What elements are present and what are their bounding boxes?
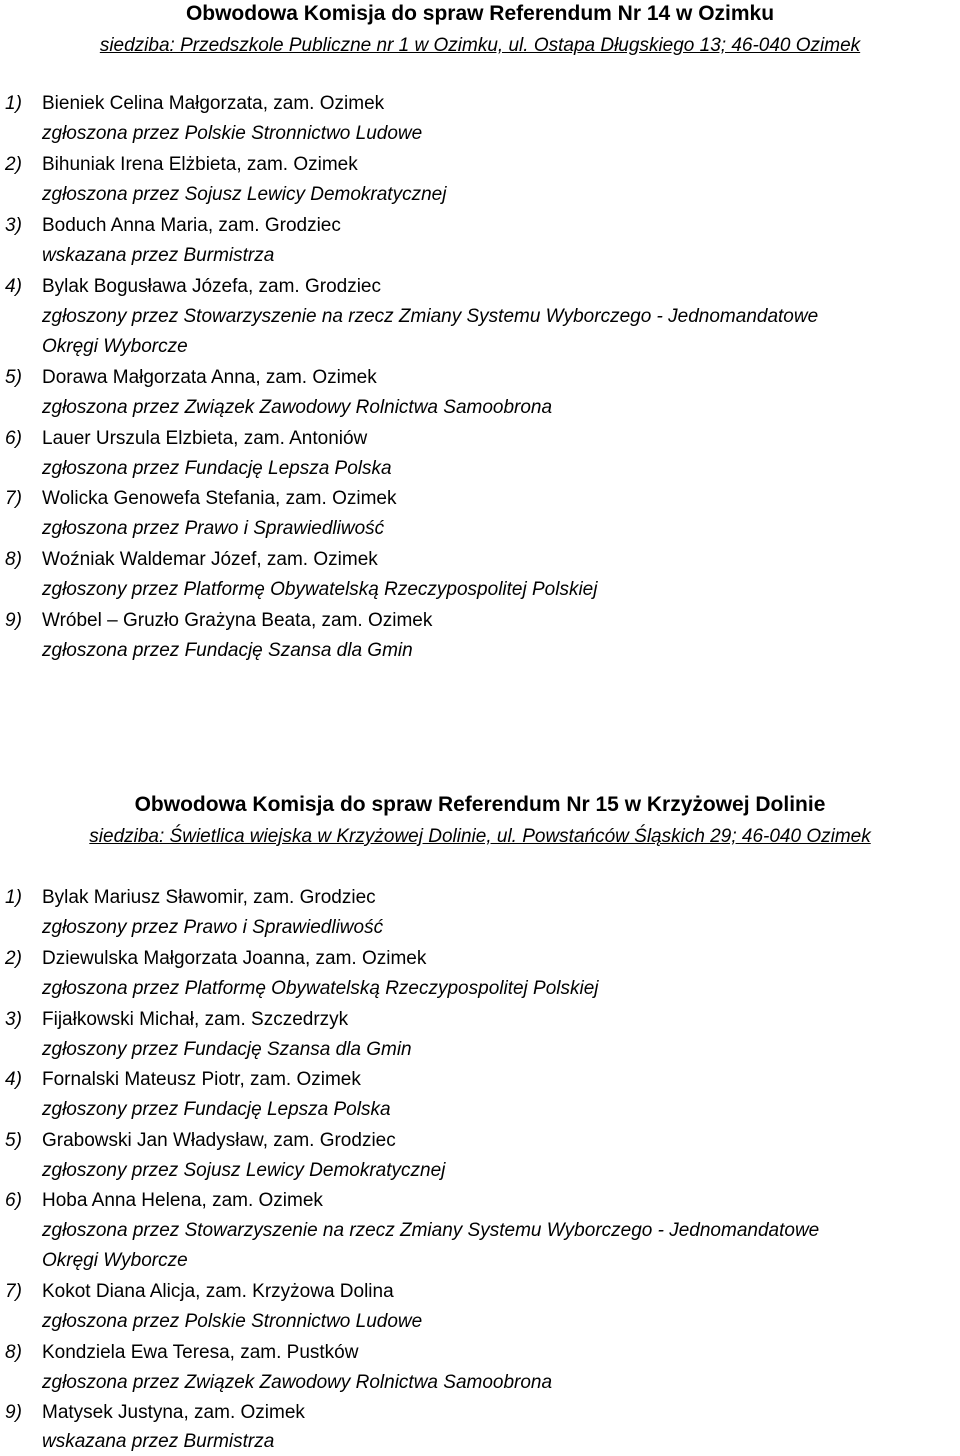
member-15-6-nomination: zgłoszona przez Stowarzyszenie na rzecz Zmiany Systemu Wyborczego - Jednomandatowe <box>42 1220 820 1241</box>
member-15-8-nomination: zgłoszona przez Związek Zawodowy Rolnictwa Samoobrona <box>42 1372 553 1393</box>
member-15-4-nomination: zgłoszony przez Fundację Lepsza Polska <box>42 1099 391 1120</box>
member-14-7-nomination: zgłoszona przez Prawo i Sprawiedliwość <box>42 518 385 539</box>
member-15-1-name: 1) Bylak Mariusz Sławomir, zam. Grodziec <box>5 887 376 908</box>
member-14-6-nomination: zgłoszona przez Fundację Lepsza Polska <box>42 458 392 479</box>
section-15-seat: siedziba: Świetlica wiejska w Krzyżowej Dolinie, ul. Powstańców Śląskich 29; 46-040 Ozimek <box>89 826 871 847</box>
section-14-title: Obwodowa Komisja do spraw Referendum Nr 14 w Ozimku <box>185 2 775 25</box>
member-15-2-nomination: zgłoszona przez Platformę Obywatelską Rzeczypospolitej Polskiej <box>42 978 599 999</box>
member-15-6-nomination-cont: Okręgi Wyborcze <box>42 1250 188 1271</box>
member-14-1-nomination: zgłoszona przez Polskie Stronnictwo Ludowe <box>42 123 423 144</box>
member-14-4-nomination-cont: Okręgi Wyborcze <box>42 336 188 357</box>
member-14-2-nomination: zgłoszona przez Sojusz Lewicy Demokratycznej <box>42 184 447 205</box>
member-14-4-nomination: zgłoszony przez Stowarzyszenie na rzecz Zmiany Systemu Wyborczego - Jednomandatowe <box>42 306 819 327</box>
member-14-5-name: 5) Dorawa Małgorzata Anna, zam. Ozimek <box>5 367 377 388</box>
member-14-3-name: 3) Boduch Anna Maria, zam. Grodziec <box>5 215 341 236</box>
member-15-5-name: 5) Grabowski Jan Władysław, zam. Grodziec <box>5 1130 396 1151</box>
member-15-9-name: 9) Matysek Justyna, zam. Ozimek <box>5 1402 305 1423</box>
member-15-1-nomination: zgłoszony przez Prawo i Sprawiedliwość <box>42 917 384 938</box>
member-15-3-name: 3) Fijałkowski Michał, zam. Szczedrzyk <box>5 1009 349 1030</box>
member-14-9-nomination: zgłoszona przez Fundację Szansa dla Gmin <box>42 640 413 661</box>
member-14-8-name: 8) Woźniak Waldemar Józef, zam. Ozimek <box>5 549 378 570</box>
member-15-4-name: 4) Fornalski Mateusz Piotr, zam. Ozimek <box>5 1069 361 1090</box>
member-14-7-name: 7) Wolicka Genowefa Stefania, zam. Ozimek <box>5 488 397 509</box>
member-14-2-name: 2) Bihuniak Irena Elżbieta, zam. Ozimek <box>5 154 358 175</box>
section-15-title: Obwodowa Komisja do spraw Referendum Nr 15 w Krzyżowej Dolinie <box>134 793 826 816</box>
member-15-7-name: 7) Kokot Diana Alicja, zam. Krzyżowa Dolina <box>5 1281 394 1302</box>
member-15-2-name: 2) Dziewulska Małgorzata Joanna, zam. Ozimek <box>5 948 427 969</box>
member-15-3-nomination: zgłoszony przez Fundację Szansa dla Gmin <box>42 1039 412 1060</box>
member-15-7-nomination: zgłoszona przez Polskie Stronnictwo Ludowe <box>42 1311 423 1332</box>
section-14-seat: siedziba: Przedszkole Publiczne nr 1 w Ozimku, ul. Ostapa Długskiego 13; 46-040 Ozimek <box>99 35 861 56</box>
member-14-5-nomination: zgłoszona przez Związek Zawodowy Rolnictwa Samoobrona <box>42 397 553 418</box>
member-14-4-name: 4) Bylak Bogusława Józefa, zam. Grodziec <box>5 276 381 297</box>
member-15-6-name: 6) Hoba Anna Helena, zam. Ozimek <box>5 1190 323 1211</box>
member-14-1-name: 1) Bieniek Celina Małgorzata, zam. Ozimek <box>5 93 385 114</box>
member-14-8-nomination: zgłoszony przez Platformę Obywatelską Rzeczypospolitej Polskiej <box>42 579 598 600</box>
member-15-8-name: 8) Kondziela Ewa Teresa, zam. Pustków <box>5 1342 359 1363</box>
member-15-9-nomination: wskazana przez Burmistrza <box>42 1431 275 1452</box>
member-14-3-nomination: wskazana przez Burmistrza <box>42 245 275 266</box>
member-14-9-name: 9) Wróbel – Gruzło Grażyna Beata, zam. Ozimek <box>5 610 433 631</box>
member-15-5-nomination: zgłoszony przez Sojusz Lewicy Demokratycznej <box>42 1160 446 1181</box>
member-14-6-name: 6) Lauer Urszula Elzbieta, zam. Antoniów <box>5 428 368 449</box>
